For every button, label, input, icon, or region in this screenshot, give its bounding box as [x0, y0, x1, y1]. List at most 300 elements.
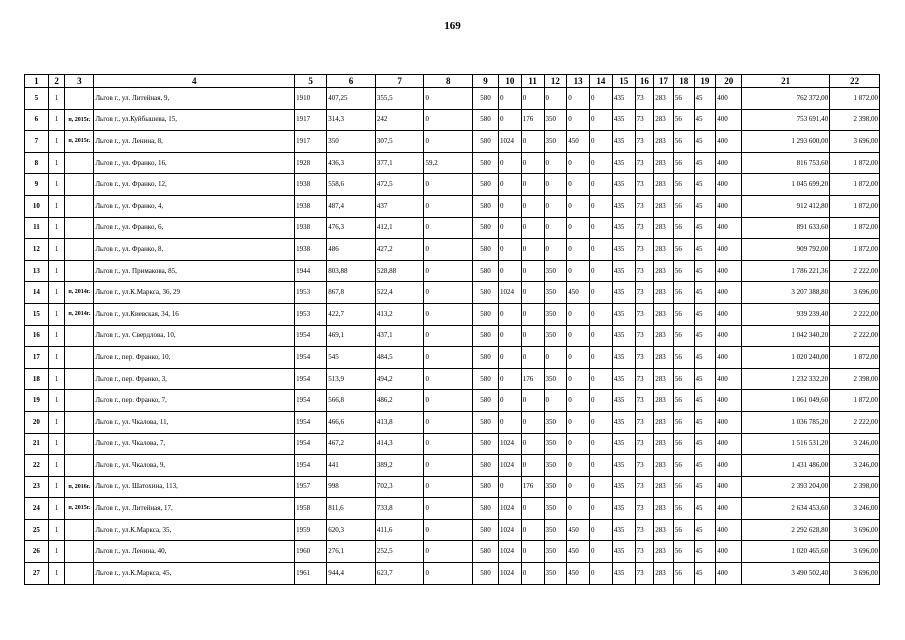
col-14-cell: 0	[590, 347, 613, 369]
col-16-cell: 73	[635, 131, 654, 153]
col-20-cell: 400	[716, 455, 742, 477]
year-built-cell: 1954	[295, 455, 327, 477]
column-header-22: 22	[830, 75, 880, 88]
col-15-cell: 435	[612, 541, 635, 563]
col-11-cell: 0	[521, 541, 544, 563]
address-cell: Льгов г., ул. Чкалова, 11,	[94, 411, 295, 433]
col-12-cell: 350	[544, 433, 567, 455]
year-built-cell: 1954	[295, 347, 327, 369]
col-18-cell: 56	[673, 325, 694, 347]
col-19-cell: 45	[694, 325, 716, 347]
col-18-cell: 56	[673, 303, 694, 325]
col-9-cell: 580	[473, 217, 499, 239]
col-13-cell: 0	[567, 347, 590, 369]
col-16-cell: 73	[635, 239, 654, 261]
col-9-cell: 580	[473, 455, 499, 477]
col-20-cell: 400	[716, 303, 742, 325]
col-8-cell: 0	[424, 303, 473, 325]
renovation-note-cell: п, 2015г.	[65, 498, 94, 520]
column-header-13: 13	[567, 75, 590, 88]
total-cost-cell: 1 036 785,20	[742, 411, 830, 433]
renovation-note-cell: п, 2014г.	[65, 303, 94, 325]
col-10-cell: 1024	[498, 433, 521, 455]
column-header-17: 17	[654, 75, 674, 88]
col-8-cell: 0	[424, 282, 473, 304]
col-11-cell: 176	[521, 476, 544, 498]
col-9-cell: 580	[473, 563, 499, 585]
col-14-cell: 0	[590, 152, 613, 174]
col-14-cell: 0	[590, 303, 613, 325]
col-17-cell: 283	[654, 174, 674, 196]
renovation-note-cell: п, 2014г.	[65, 282, 94, 304]
renovation-note-cell	[65, 347, 94, 369]
living-area-cell: 528,88	[375, 260, 424, 282]
col-8-cell: 0	[424, 519, 473, 541]
col-16-cell: 73	[635, 498, 654, 520]
col-8-cell: 0	[424, 541, 473, 563]
col-14-cell: 0	[590, 195, 613, 217]
col-10-cell: 0	[498, 260, 521, 282]
col-19-cell: 45	[694, 433, 716, 455]
col-19-cell: 45	[694, 109, 716, 131]
address-cell: Льгов г., ул. Ленина, 40,	[94, 541, 295, 563]
row-number-cell: 8	[25, 152, 49, 174]
row-number-cell: 27	[25, 563, 49, 585]
col-14-cell: 0	[590, 519, 613, 541]
col-14-cell: 0	[590, 498, 613, 520]
row-number-cell: 13	[25, 260, 49, 282]
col-8-cell: 0	[424, 563, 473, 585]
row-number-cell: 18	[25, 368, 49, 390]
col-15-cell: 435	[612, 131, 635, 153]
col-18-cell: 56	[673, 282, 694, 304]
col-12-cell: 0	[544, 88, 567, 110]
count-cell: 1	[48, 303, 65, 325]
row-number-cell: 26	[25, 541, 49, 563]
col-15-cell: 435	[612, 88, 635, 110]
col-19-cell: 45	[694, 455, 716, 477]
col-13-cell: 0	[567, 368, 590, 390]
col-8-cell: 0	[424, 498, 473, 520]
col-8-cell: 0	[424, 239, 473, 261]
year-built-cell: 1961	[295, 563, 327, 585]
column-number-header	[25, 75, 880, 88]
total-cost-cell: 1 516 531,20	[742, 433, 830, 455]
total-cost-cell: 909 792,00	[742, 239, 830, 261]
total-cost-cell: 1 293 600,00	[742, 131, 830, 153]
unit-cost-cell: 3 696,00	[830, 563, 880, 585]
column-header-8: 8	[424, 75, 473, 88]
col-16-cell: 73	[635, 152, 654, 174]
col-12-cell: 350	[544, 109, 567, 131]
col-15-cell: 435	[612, 174, 635, 196]
table-row	[25, 239, 880, 261]
renovation-note-cell	[65, 390, 94, 412]
column-header-18: 18	[673, 75, 694, 88]
col-12-cell: 350	[544, 563, 567, 585]
total-area-cell: 466,6	[327, 411, 376, 433]
col-14-cell: 0	[590, 131, 613, 153]
col-14-cell: 0	[590, 411, 613, 433]
address-cell: Льгов г., ул. Литейная, 17,	[94, 498, 295, 520]
col-8-cell: 0	[424, 109, 473, 131]
col-10-cell: 0	[498, 239, 521, 261]
col-15-cell: 435	[612, 498, 635, 520]
col-19-cell: 45	[694, 498, 716, 520]
total-cost-cell: 3 490 502,40	[742, 563, 830, 585]
column-header-21: 21	[742, 75, 830, 88]
total-area-cell: 558,6	[327, 174, 376, 196]
renovation-note-cell	[65, 325, 94, 347]
address-cell: Льгов г., ул.Куйбышева, 15,	[94, 109, 295, 131]
col-18-cell: 56	[673, 519, 694, 541]
total-cost-cell: 1 431 486,00	[742, 455, 830, 477]
col-14-cell: 0	[590, 455, 613, 477]
unit-cost-cell: 2 222,00	[830, 411, 880, 433]
col-16-cell: 73	[635, 195, 654, 217]
living-area-cell: 307,5	[375, 131, 424, 153]
col-8-cell: 0	[424, 174, 473, 196]
total-area-cell: 476,3	[327, 217, 376, 239]
address-cell: Льгов г., пер. Франко, 3,	[94, 368, 295, 390]
count-cell: 1	[48, 411, 65, 433]
col-12-cell: 0	[544, 239, 567, 261]
col-17-cell: 283	[654, 325, 674, 347]
col-13-cell: 0	[567, 455, 590, 477]
col-19-cell: 45	[694, 152, 716, 174]
total-cost-cell: 1 045 699,20	[742, 174, 830, 196]
col-18-cell: 56	[673, 195, 694, 217]
unit-cost-cell: 2 398,00	[830, 476, 880, 498]
total-area-cell: 441	[327, 455, 376, 477]
renovation-note-cell	[65, 239, 94, 261]
count-cell: 1	[48, 88, 65, 110]
unit-cost-cell: 1 872,00	[830, 88, 880, 110]
col-11-cell: 0	[521, 411, 544, 433]
total-cost-cell: 1 020 465,60	[742, 541, 830, 563]
unit-cost-cell: 3 696,00	[830, 282, 880, 304]
col-13-cell: 0	[567, 476, 590, 498]
col-19-cell: 45	[694, 174, 716, 196]
row-number-cell: 16	[25, 325, 49, 347]
column-header-12: 12	[544, 75, 567, 88]
row-number-cell: 25	[25, 519, 49, 541]
col-13-cell: 0	[567, 303, 590, 325]
table-row	[25, 152, 880, 174]
address-cell: Льгов г., ул.К.Маркса, 35,	[94, 519, 295, 541]
living-area-cell: 437	[375, 195, 424, 217]
column-header-4: 4	[94, 75, 295, 88]
total-area-cell: 513,9	[327, 368, 376, 390]
col-15-cell: 435	[612, 303, 635, 325]
col-18-cell: 56	[673, 411, 694, 433]
col-11-cell: 0	[521, 563, 544, 585]
unit-cost-cell: 3 246,00	[830, 433, 880, 455]
address-cell: Льгов г., ул.Киевская, 34, 16	[94, 303, 295, 325]
count-cell: 1	[48, 239, 65, 261]
col-19-cell: 45	[694, 347, 716, 369]
address-cell: Льгов г., ул. Свердлова, 10,	[94, 325, 295, 347]
col-10-cell: 0	[498, 195, 521, 217]
col-11-cell: 0	[521, 325, 544, 347]
col-14-cell: 0	[590, 433, 613, 455]
col-11-cell: 0	[521, 217, 544, 239]
col-19-cell: 45	[694, 541, 716, 563]
col-9-cell: 580	[473, 347, 499, 369]
year-built-cell: 1938	[295, 217, 327, 239]
renovation-note-cell	[65, 368, 94, 390]
col-14-cell: 0	[590, 174, 613, 196]
col-16-cell: 73	[635, 303, 654, 325]
col-18-cell: 56	[673, 217, 694, 239]
col-12-cell: 350	[544, 455, 567, 477]
col-20-cell: 400	[716, 325, 742, 347]
renovation-note-cell	[65, 260, 94, 282]
row-number-cell: 14	[25, 282, 49, 304]
total-cost-cell: 1 020 240,00	[742, 347, 830, 369]
col-19-cell: 45	[694, 368, 716, 390]
count-cell: 1	[48, 174, 65, 196]
col-17-cell: 283	[654, 239, 674, 261]
col-12-cell: 350	[544, 368, 567, 390]
col-20-cell: 400	[716, 563, 742, 585]
count-cell: 1	[48, 217, 65, 239]
col-8-cell: 0	[424, 368, 473, 390]
col-17-cell: 283	[654, 131, 674, 153]
column-header-20: 20	[716, 75, 742, 88]
col-10-cell: 0	[498, 347, 521, 369]
col-19-cell: 45	[694, 239, 716, 261]
table-row	[25, 260, 880, 282]
col-11-cell: 0	[521, 88, 544, 110]
col-9-cell: 580	[473, 109, 499, 131]
col-20-cell: 400	[716, 433, 742, 455]
col-8-cell: 0	[424, 260, 473, 282]
col-10-cell: 1024	[498, 541, 521, 563]
year-built-cell: 1954	[295, 411, 327, 433]
year-built-cell: 1938	[295, 195, 327, 217]
col-15-cell: 435	[612, 239, 635, 261]
unit-cost-cell: 1 872,00	[830, 152, 880, 174]
total-cost-cell: 1 232 332,20	[742, 368, 830, 390]
year-built-cell: 1917	[295, 109, 327, 131]
unit-cost-cell: 3 246,00	[830, 455, 880, 477]
address-cell: Льгов г., ул. Франко, 4,	[94, 195, 295, 217]
col-20-cell: 400	[716, 476, 742, 498]
col-16-cell: 73	[635, 174, 654, 196]
col-11-cell: 0	[521, 519, 544, 541]
col-10-cell: 1024	[498, 131, 521, 153]
col-20-cell: 400	[716, 411, 742, 433]
col-19-cell: 45	[694, 195, 716, 217]
total-area-cell: 803,88	[327, 260, 376, 282]
living-area-cell: 623,7	[375, 563, 424, 585]
living-area-cell: 472,5	[375, 174, 424, 196]
renovation-note-cell	[65, 88, 94, 110]
address-cell: Льгов г., ул. Чкалова, 9,	[94, 455, 295, 477]
col-13-cell: 0	[567, 152, 590, 174]
count-cell: 1	[48, 390, 65, 412]
col-9-cell: 580	[473, 368, 499, 390]
col-12-cell: 350	[544, 476, 567, 498]
unit-cost-cell: 2 398,00	[830, 109, 880, 131]
total-cost-cell: 1 042 340,20	[742, 325, 830, 347]
unit-cost-cell: 2 222,00	[830, 303, 880, 325]
col-17-cell: 283	[654, 152, 674, 174]
col-11-cell: 0	[521, 433, 544, 455]
col-12-cell: 350	[544, 411, 567, 433]
count-cell: 1	[48, 325, 65, 347]
table-row	[25, 455, 880, 477]
living-area-cell: 411,6	[375, 519, 424, 541]
column-header-9: 9	[473, 75, 499, 88]
col-10-cell: 0	[498, 390, 521, 412]
table-row	[25, 217, 880, 239]
col-13-cell: 0	[567, 217, 590, 239]
col-12-cell: 350	[544, 519, 567, 541]
table-row	[25, 347, 880, 369]
col-17-cell: 283	[654, 368, 674, 390]
col-9-cell: 580	[473, 519, 499, 541]
unit-cost-cell: 3 696,00	[830, 519, 880, 541]
col-8-cell: 0	[424, 88, 473, 110]
table-row	[25, 368, 880, 390]
col-17-cell: 283	[654, 433, 674, 455]
total-area-cell: 566,8	[327, 390, 376, 412]
col-18-cell: 56	[673, 455, 694, 477]
col-17-cell: 283	[654, 88, 674, 110]
total-area-cell: 436,3	[327, 152, 376, 174]
count-cell: 1	[48, 368, 65, 390]
col-13-cell: 0	[567, 390, 590, 412]
row-number-cell: 19	[25, 390, 49, 412]
total-area-cell: 620,3	[327, 519, 376, 541]
col-13-cell: 450	[567, 519, 590, 541]
col-14-cell: 0	[590, 476, 613, 498]
year-built-cell: 1959	[295, 519, 327, 541]
total-area-cell: 944,4	[327, 563, 376, 585]
col-15-cell: 435	[612, 282, 635, 304]
col-17-cell: 283	[654, 260, 674, 282]
living-area-cell: 427,2	[375, 239, 424, 261]
col-9-cell: 580	[473, 325, 499, 347]
col-16-cell: 73	[635, 476, 654, 498]
col-17-cell: 283	[654, 347, 674, 369]
count-cell: 1	[48, 109, 65, 131]
col-10-cell: 1024	[498, 282, 521, 304]
col-8-cell: 0	[424, 476, 473, 498]
col-13-cell: 450	[567, 563, 590, 585]
table-row	[25, 303, 880, 325]
address-cell: Льгов г., ул. Франко, 8,	[94, 239, 295, 261]
col-15-cell: 435	[612, 433, 635, 455]
total-area-cell: 867,8	[327, 282, 376, 304]
total-area-cell: 350	[327, 131, 376, 153]
total-area-cell: 314,3	[327, 109, 376, 131]
year-built-cell: 1938	[295, 239, 327, 261]
col-20-cell: 400	[716, 239, 742, 261]
col-9-cell: 580	[473, 411, 499, 433]
col-18-cell: 56	[673, 390, 694, 412]
unit-cost-cell: 2 222,00	[830, 260, 880, 282]
col-18-cell: 56	[673, 563, 694, 585]
col-18-cell: 56	[673, 239, 694, 261]
renovation-note-cell	[65, 455, 94, 477]
col-16-cell: 73	[635, 390, 654, 412]
table-row	[25, 411, 880, 433]
col-8-cell: 0	[424, 195, 473, 217]
col-20-cell: 400	[716, 541, 742, 563]
renovation-note-cell	[65, 411, 94, 433]
col-10-cell: 0	[498, 174, 521, 196]
living-area-cell: 389,2	[375, 455, 424, 477]
col-20-cell: 400	[716, 260, 742, 282]
col-9-cell: 580	[473, 476, 499, 498]
col-13-cell: 0	[567, 433, 590, 455]
col-16-cell: 73	[635, 563, 654, 585]
col-11-cell: 0	[521, 347, 544, 369]
row-number-cell: 20	[25, 411, 49, 433]
col-16-cell: 73	[635, 109, 654, 131]
table-row	[25, 325, 880, 347]
renovation-note-cell	[65, 195, 94, 217]
col-19-cell: 45	[694, 303, 716, 325]
table-row	[25, 88, 880, 110]
col-11-cell: 0	[521, 455, 544, 477]
col-18-cell: 56	[673, 476, 694, 498]
col-8-cell: 0	[424, 217, 473, 239]
col-17-cell: 283	[654, 217, 674, 239]
total-cost-cell: 753 691,40	[742, 109, 830, 131]
renovation-note-cell	[65, 433, 94, 455]
col-10-cell: 1024	[498, 519, 521, 541]
total-cost-cell: 2 292 628,80	[742, 519, 830, 541]
col-20-cell: 400	[716, 174, 742, 196]
row-number-cell: 10	[25, 195, 49, 217]
address-cell: Льгов г., ул. Чкалова, 7,	[94, 433, 295, 455]
unit-cost-cell: 1 872,00	[830, 390, 880, 412]
col-12-cell: 350	[544, 131, 567, 153]
col-12-cell: 350	[544, 260, 567, 282]
col-13-cell: 0	[567, 195, 590, 217]
col-9-cell: 580	[473, 498, 499, 520]
total-area-cell: 407,25	[327, 88, 376, 110]
count-cell: 1	[48, 260, 65, 282]
address-cell: Льгов г., ул.К.Маркса, 36, 29	[94, 282, 295, 304]
col-17-cell: 283	[654, 411, 674, 433]
total-cost-cell: 3 207 388,80	[742, 282, 830, 304]
col-10-cell: 0	[498, 217, 521, 239]
living-area-cell: 413,2	[375, 303, 424, 325]
col-17-cell: 283	[654, 282, 674, 304]
col-11-cell: 0	[521, 131, 544, 153]
col-13-cell: 0	[567, 411, 590, 433]
column-header-15: 15	[612, 75, 635, 88]
col-9-cell: 580	[473, 390, 499, 412]
total-area-cell: 469,1	[327, 325, 376, 347]
table-row	[25, 563, 880, 585]
unit-cost-cell: 1 872,00	[830, 174, 880, 196]
column-header-2: 2	[48, 75, 65, 88]
col-13-cell: 0	[567, 260, 590, 282]
column-header-14: 14	[590, 75, 613, 88]
year-built-cell: 1953	[295, 303, 327, 325]
living-area-cell: 413,8	[375, 411, 424, 433]
unit-cost-cell: 2 398,00	[830, 368, 880, 390]
unit-cost-cell: 1 872,00	[830, 195, 880, 217]
col-13-cell: 0	[567, 88, 590, 110]
count-cell: 1	[48, 563, 65, 585]
